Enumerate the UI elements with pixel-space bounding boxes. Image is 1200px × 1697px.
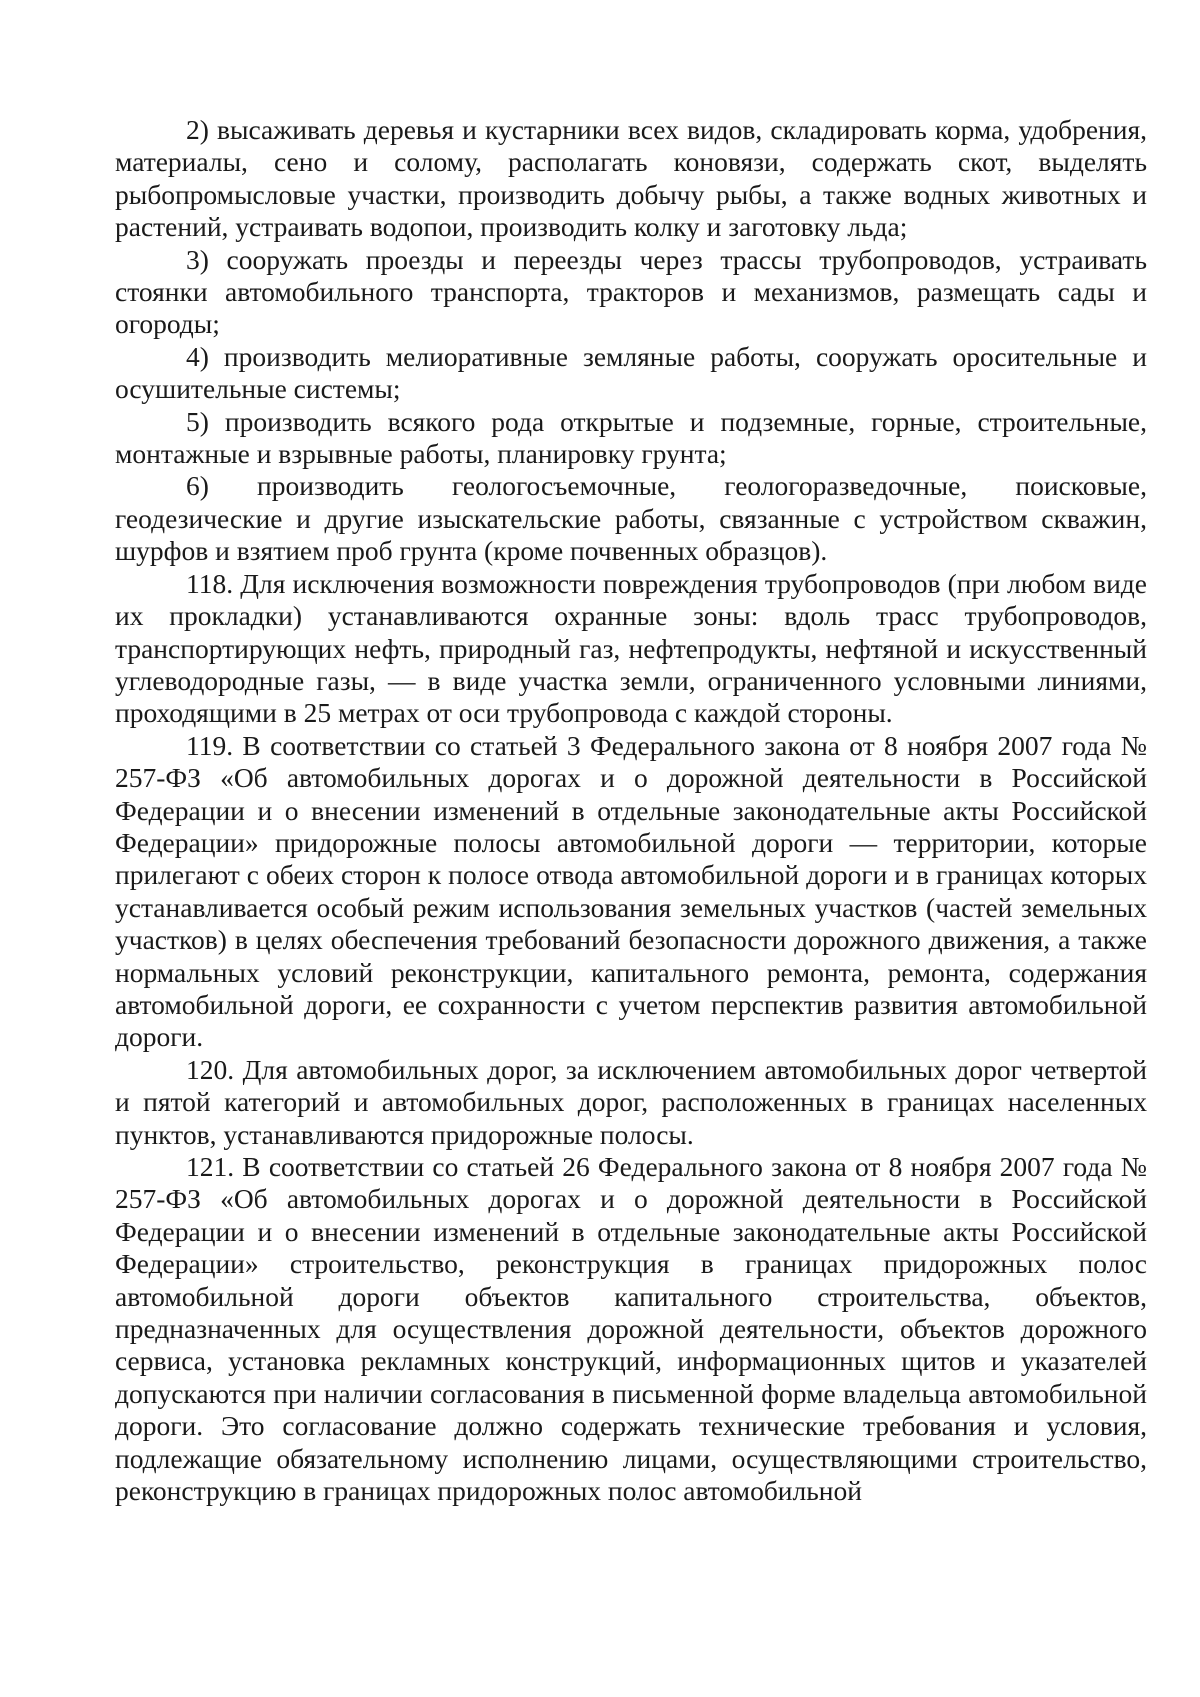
paragraph-121: 121. В соответствии со статьей 26 Федерального закона от 8 ноября 2007 года № 257-ФЗ «Об автомобильных дорогах и о дорожной деятельности в Российской Федерации и о внесении изменений в отдельные законодательные акты Российской Федерации» строительство, реконструкция в границах придорожных полос автомобильной дороги объектов капитального строительства, объектов, предназначенных для осуществления дорожной деятельности, объектов дорожного сервиса, установка рекламных конструкций, информационных щитов и указателей допускаются при наличии согласования в письменной форме владельца автомобильной дороги. Это согласование должно содержать технические требования и условия, подлежащие обязательному исполнению лицами, осуществляющими строительство, реконструкцию в границах придорожных полос автомобильной: [115, 1151, 1147, 1507]
paragraph-item-3: 3) сооружать проезды и переезды через трассы трубопроводов, устраивать стоянки автомобильного транспорта, тракторов и механизмов, размещать сады и огороды;: [115, 243, 1147, 340]
paragraph-118: 118. Для исключения возможности повреждения трубопроводов (при любом виде их прокладки) устанавливаются охранные зоны: вдоль трасс трубопроводов, транспортирующих нефть, природный газ, нефтепродукты, нефтяной и искусственный углеводородные газы, — в виде участка земли, ограниченного условными линиями, проходящими в 25 метрах от оси трубопровода с каждой стороны.: [115, 567, 1147, 729]
paragraph-120: 120. Для автомобильных дорог, за исключением автомобильных дорог четвертой и пятой категорий и автомобильных дорог, расположенных в границах населенных пунктов, устанавливаются придорожные полосы.: [115, 1053, 1147, 1150]
paragraph-item-4: 4) производить мелиоративные земляные работы, сооружать оросительные и осушительные системы;: [115, 340, 1147, 405]
paragraph-item-2: 2) высаживать деревья и кустарники всех видов, складировать корма, удобрения, материалы, сено и солому, располагать коновязи, содержать скот, выделять рыбопромысловые участки, производить добычу рыбы, а также водных животных и растений, устраивать водопои, производить колку и заготовку льда;: [115, 114, 1147, 243]
paragraph-item-6: 6) производить геологосъемочные, геологоразведочные, поисковые, геодезические и другие изыскательские работы, связанные с устройством скважин, шурфов и взятием проб грунта (кроме почвенных образцов).: [115, 470, 1147, 567]
paragraph-119: 119. В соответствии со статьей 3 Федерального закона от 8 ноября 2007 года № 257-ФЗ «Об автомобильных дорогах и о дорожной деятельности в Российской Федерации и о внесении изменений в отдельные законодательные акты Российской Федерации» придорожные полосы автомобильной дороги — территории, которые прилегают с обеих сторон к полосе отвода автомобильной дороги и в границах которых устанавливается особый режим использования земельных участков (частей земельных участков) в целях обеспечения требований безопасности дорожного движения, а также нормальных условий реконструкции, капитального ремонта, ремонта, содержания автомобильной дороги, ее сохранности с учетом перспектив развития автомобильной дороги.: [115, 729, 1147, 1053]
paragraph-item-5: 5) производить всякого рода открытые и подземные, горные, строительные, монтажные и взрывные работы, планировку грунта;: [115, 405, 1147, 470]
document-page: [115, 114, 1147, 1507]
